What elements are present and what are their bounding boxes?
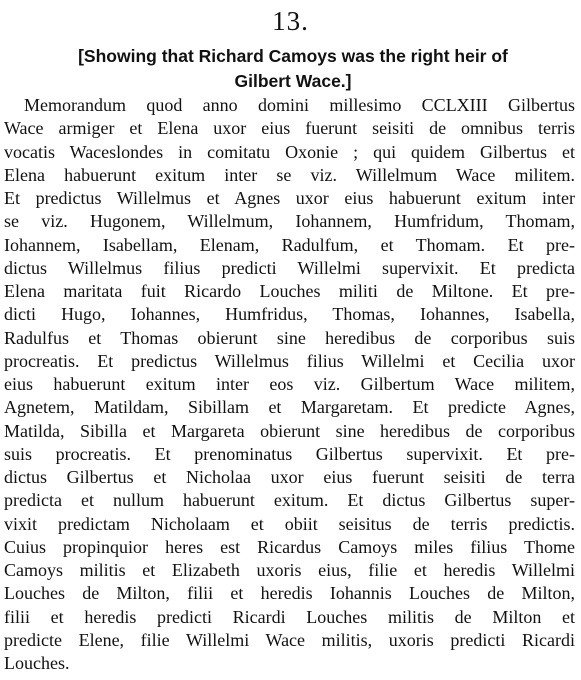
body-line: Matilda, Sibilla et Margareta obierunt sine heredibus de corporibus <box>4 420 575 441</box>
body-line: Louches. <box>4 653 70 673</box>
body-line: vixit predictam Nicholaam et obiit seisitus de terris predictis. <box>4 513 575 534</box>
body-line: dictus Willelmus filius predicti Willelmi supervixit. Et predicta <box>4 257 575 278</box>
body-line: dictus Gilbertus et Nicholaa uxor eius fuerunt seisiti de terra <box>4 467 575 487</box>
entry-body <box>4 94 575 675</box>
body-line: Camoys militis et Elizabeth uxoris eius, filie et heredis Willelmi <box>4 560 575 580</box>
body-line: dicti Hugo, Iohannes, Humfridus, Thomas, Iohannes, Isabella, <box>4 304 575 325</box>
body-line: filii et heredis predicti Ricardi Louches militis de Milton et <box>4 606 575 627</box>
body-line: Elena maritata fuit Ricardo Louches militi de Miltone. Et pre- <box>4 281 575 301</box>
entry-heading <box>20 44 566 94</box>
body-line: eius habuerunt exitum inter eos viz. Gilbertum Wace militem, <box>4 374 575 394</box>
entry-number: 13. <box>272 6 309 36</box>
body-line: Elena habuerunt exitum inter se viz. Willelmum Wace militem. <box>4 164 575 185</box>
body-line: Memorandum quod anno domini millesimo CCLXIII Gilbertus <box>24 95 575 115</box>
heading-line: Gilbert Wace.] <box>234 71 352 91</box>
body-line: procreatis. Et predictus Willelmus filius Willelmi et Cecilia uxor <box>4 350 575 371</box>
body-line: Louches de Milton, filii et heredis Iohannis Louches de Milton, <box>4 583 575 604</box>
body-line: suis procreatis. Et prenominatus Gilbertus supervixit. Et pre- <box>4 443 575 464</box>
body-line: Cuius propinquior heres est Ricardus Camoys miles filius Thome <box>4 536 575 557</box>
body-line: Iohannem, Isabellam, Elenam, Radulfum, et Thomam. Et pre- <box>4 234 575 255</box>
body-line: predicta et nullum habuerunt exitum. Et dictus Gilbertus super- <box>4 490 575 511</box>
body-line: predicte Elene, filie Willelmi Wace militis, uxoris predicti Ricardi <box>4 629 575 650</box>
body-line: Radulfus et Thomas obierunt sine heredibus de corporibus suis <box>4 327 575 348</box>
body-line: vocatis Waceslondes in comitatu Oxonie ; qui quidem Gilbertus et <box>4 141 575 162</box>
body-line: Wace armiger et Elena uxor eius fuerunt seisiti de omnibus terris <box>4 118 575 139</box>
heading-line: [Showing that Richard Camoys was the right heir of <box>78 46 508 66</box>
body-line: se viz. Hugonem, Willelmum, Iohannem, Humfridum, Thomam, <box>4 211 575 232</box>
body-line: Agnetem, Matildam, Sibillam et Margaretam. Et predicte Agnes, <box>4 397 575 418</box>
body-line: Et predictus Willelmus et Agnes uxor eius habuerunt exitum inter <box>4 188 575 208</box>
